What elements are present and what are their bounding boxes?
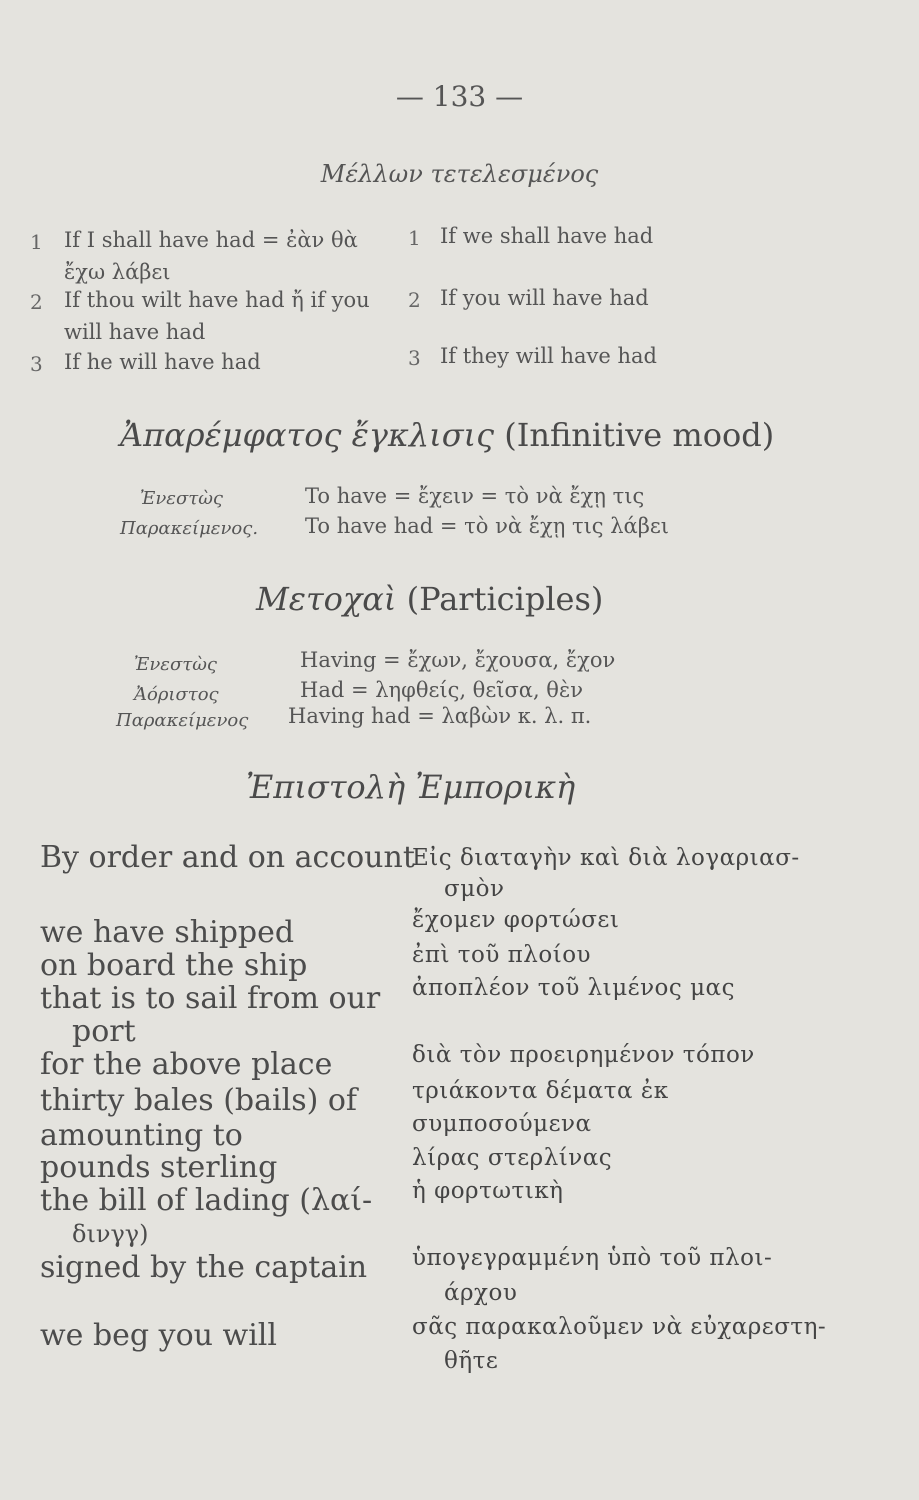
sg-2-line2: will have had — [64, 320, 206, 344]
participle-form-perfect: Having had = λαβὼν κ. λ. π. — [288, 704, 592, 728]
letter-gr-line: ἐπὶ τοῦ πλοίου — [412, 942, 592, 968]
letter-gr-line: άρχου — [444, 1280, 518, 1306]
letter-en-line: port — [72, 1014, 136, 1049]
letter-en-line: δινγγ) — [72, 1220, 149, 1248]
sg-1-line1: If I shall have had = ἐὰν θὰ — [64, 228, 358, 252]
letter-gr-line: συμποσούμενα — [412, 1111, 592, 1137]
letter-en-line: we have shipped — [40, 915, 295, 950]
letter-en-line: By order and on account — [40, 840, 415, 875]
letter-en-line: that is to sail from our — [40, 981, 381, 1016]
infinitive-heading — [120, 416, 774, 454]
participle-form-present: Having = ἔχων, ἔχουσα, ἔχον — [300, 648, 616, 672]
sg-1-line2: ἔχω λάβει — [64, 260, 171, 284]
letter-gr-line: ἀποπλέον τοῦ λιμένος μας — [412, 975, 735, 1001]
sg-2-line1: If thou wilt have had ἤ if you — [64, 288, 370, 312]
letter-gr-line: σμὸν — [444, 876, 505, 902]
participles-heading-greek: Μετοχαὶ — [256, 580, 397, 618]
letter-en-line: for the above place — [40, 1047, 333, 1082]
letter-en-line: amounting to — [40, 1118, 243, 1153]
infinitive-label-present: Ἐνεστὼς — [140, 488, 223, 509]
participles-heading-english: (Participles) — [406, 580, 604, 618]
sg-3-number: 3 — [30, 352, 43, 376]
pl-1-text: If we shall have had — [440, 224, 654, 248]
infinitive-label-perfect: Παρακείμενος. — [120, 518, 259, 539]
letter-en-line: we beg you will — [40, 1318, 277, 1353]
letter-gr-line: τριάκοντα δέματα ἐκ — [412, 1078, 669, 1104]
pl-2-number: 2 — [408, 288, 421, 312]
page-number: — 133 — — [395, 80, 524, 113]
participle-label-perfect: Παρακείμενος — [116, 710, 249, 731]
infinitive-heading-greek: Ἀπαρέμφατος ἔγκλισις — [120, 416, 495, 454]
participles-heading — [256, 580, 603, 618]
pl-2-text: If you will have had — [440, 286, 649, 310]
sg-3-line1: If he will have had — [64, 350, 261, 374]
sg-2-number: 2 — [30, 290, 43, 314]
pl-1-number: 1 — [408, 226, 421, 250]
letter-en-line: thirty bales (bails) of — [40, 1083, 358, 1118]
letter-gr-line: σᾶς παρακαλοῦμεν νὰ εὐχαρεστη- — [412, 1314, 827, 1340]
infinitive-form-perfect: To have had = τὸ νὰ ἔχῃ τις λάβει — [305, 514, 669, 538]
letter-gr-line: θῆτε — [444, 1348, 499, 1374]
letter-heading: Ἐπιστολὴ Ἐμπορικὴ — [246, 768, 576, 806]
letter-gr-line: διὰ τὸν προειρημένον τόπον — [412, 1042, 755, 1068]
participle-form-aorist: Had = ληφθείς, θεῖσα, θὲν — [300, 678, 583, 702]
letter-gr-line: Εἰς διαταγὴν καὶ διὰ λογαριασ- — [412, 845, 800, 871]
letter-gr-line: ὑπογεγραμμένη ὑπὸ τοῦ πλοι- — [412, 1245, 773, 1271]
sg-1-number: 1 — [30, 230, 43, 254]
letter-en-line: pounds sterling — [40, 1150, 278, 1185]
participle-label-present: Ἐνεστὼς — [134, 654, 217, 675]
future-perfect-heading: Μέλλων τετελεσμένος — [320, 160, 599, 188]
participle-label-aorist: Ἀόριστος — [134, 684, 219, 705]
letter-gr-line: ἔχομεν φορτώσει — [412, 907, 620, 933]
pl-3-text: If they will have had — [440, 344, 657, 368]
infinitive-heading-english: (Infinitive mood) — [504, 416, 775, 454]
letter-en-line: on board the ship — [40, 948, 308, 983]
letter-en-line: the bill of lading (λαί- — [40, 1183, 373, 1218]
letter-en-line: signed by the captain — [40, 1250, 368, 1285]
letter-gr-line: ἡ φορτωτικὴ — [412, 1178, 564, 1204]
letter-gr-line: λίρας στερλίνας — [412, 1145, 613, 1171]
infinitive-form-present: To have = ἔχειν = τὸ νὰ ἔχῃ τις — [305, 484, 645, 508]
pl-3-number: 3 — [408, 346, 421, 370]
